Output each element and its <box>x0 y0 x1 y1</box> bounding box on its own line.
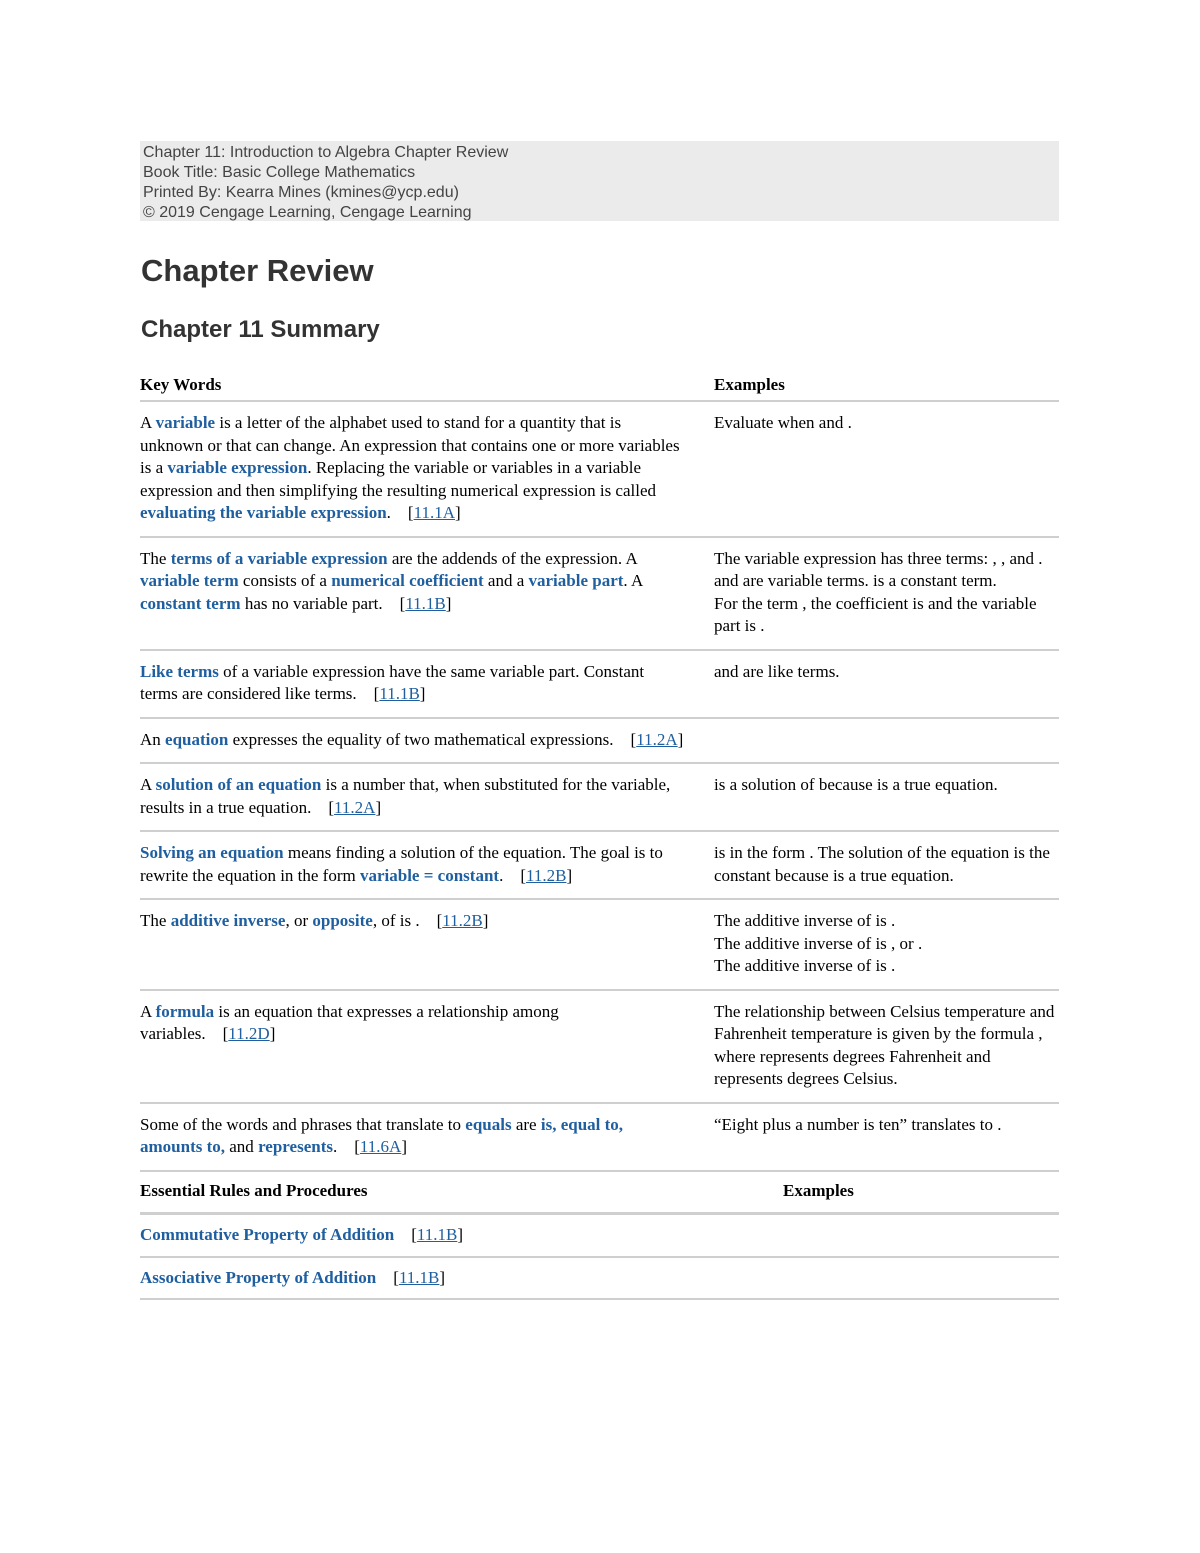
body-text: ] <box>457 1225 464 1244</box>
body-text: . Replacing the variable or variables in a variable expression and then simplifying the resulting numerical expression is called <box>140 458 657 500</box>
section-reference-link[interactable]: 11.2B <box>525 865 567 885</box>
key-word-cell <box>140 651 714 717</box>
rules-examples-header: Examples <box>783 1180 854 1200</box>
key-term: equals <box>465 1114 512 1134</box>
header-chapter-line: Chapter 11: Introduction to Algebra Chapter Review <box>143 144 509 161</box>
body-text: ] <box>482 911 489 930</box>
rule-row <box>140 1215 1059 1258</box>
body-text: ] <box>677 729 684 749</box>
section-reference-link[interactable]: 11.1A <box>413 503 455 522</box>
body-text: expresses the equality of two mathematical expressions. [ <box>228 729 637 749</box>
example-cell <box>714 719 1059 763</box>
rule-row <box>140 1258 1059 1301</box>
table-row <box>140 832 1059 900</box>
body-text: is a letter of the alphabet used to stand for a quantity that is unknown or that can change. An expression that contains one or more variables is a <box>140 413 680 477</box>
body-text: are <box>511 1114 541 1134</box>
key-word-cell <box>140 402 714 536</box>
key-term: represents <box>258 1137 333 1156</box>
key-words-table <box>140 374 1059 1300</box>
body-text: An <box>140 729 166 749</box>
body-text: are the addends of the expression. A <box>387 548 637 568</box>
body-text: [ <box>376 1267 399 1287</box>
section-reference-link[interactable]: 11.1B <box>416 1225 458 1244</box>
key-term: variable <box>155 413 216 432</box>
header-copyright: © 2019 Cengage Learning, Cengage Learning <box>143 204 472 221</box>
body-text: . [ <box>332 1137 360 1156</box>
body-text: . A <box>623 571 643 590</box>
key-term: Solving an equation <box>140 843 284 862</box>
body-text: . [ <box>386 503 414 522</box>
section-title: Chapter 11 Summary <box>141 316 380 343</box>
body-text: . [ <box>499 865 526 885</box>
section-reference-link[interactable]: 11.2B <box>442 911 483 930</box>
example-cell: The additive inverse of is . The additive inverse of is , or . The additive inverse of is . <box>714 911 923 975</box>
document-page <box>140 141 1059 1300</box>
header-printed-by: Printed By: Kearra Mines (kmines@ycp.edu) <box>143 184 459 201</box>
rule-name: Commutative Property of Addition <box>140 1225 395 1244</box>
key-term: variable = constant <box>359 865 500 885</box>
section-reference-link[interactable]: 11.2D <box>228 1024 270 1043</box>
body-text: The <box>140 548 171 568</box>
body-text: and a <box>483 571 529 590</box>
body-text: , or <box>285 911 313 930</box>
body-text: ] <box>269 1024 276 1043</box>
key-term: terms of a variable expression <box>170 548 388 568</box>
body-text: and <box>225 1137 259 1156</box>
key-words-header: Key Words <box>140 375 222 394</box>
body-text: of a variable expression have the same variable part. Constant terms are considered like terms. [ <box>140 661 645 703</box>
example-cell: The variable expression has three terms: , , and . and are variable terms. is a constant term. For the term , the coefficient is and the variable part is . <box>714 548 1043 635</box>
table-header-row <box>140 374 1059 402</box>
key-word-cell <box>140 538 714 649</box>
table-row <box>140 764 1059 832</box>
key-term: evaluating the variable expression <box>140 503 387 522</box>
page-title: Chapter Review <box>141 253 374 288</box>
key-term: variable term <box>140 571 239 590</box>
rule-name: Associative Property of Addition <box>140 1267 377 1287</box>
table-row <box>140 402 1059 538</box>
rules-header-row <box>140 1172 1059 1216</box>
key-term: numerical coefficient <box>331 571 484 590</box>
key-term: is, equal to, amounts to, <box>140 1114 624 1156</box>
body-text: ] <box>455 503 461 522</box>
body-text: ] <box>445 593 452 613</box>
table-body <box>140 402 1059 1172</box>
body-text: has no variable part. [ <box>240 593 406 613</box>
table-row <box>140 1104 1059 1172</box>
table-row <box>140 538 1059 651</box>
body-text: consists of a <box>238 571 332 590</box>
section-reference-link[interactable]: 11.1B <box>405 593 446 613</box>
example-cell: is a solution of because is a true equation. <box>714 775 998 794</box>
example-cell: The relationship between Celsius temperature and Fahrenheit temperature is given by the formula , where represents degrees Fahrenheit and represents degrees Celsius. <box>714 1001 1055 1088</box>
example-cell: is in the form . The solution of the equation is the constant because is a true equation. <box>714 843 1050 885</box>
body-text: [ <box>394 1225 417 1244</box>
key-term: solution of an equation <box>155 775 322 794</box>
key-term: equation <box>165 729 229 749</box>
body-text: ] <box>439 1267 446 1287</box>
example-cell: Evaluate when and . <box>714 413 852 432</box>
section-reference-link[interactable]: 11.2A <box>334 797 376 817</box>
body-text: A <box>140 413 156 432</box>
example-cell: and are like terms. <box>714 661 840 681</box>
key-word-cell <box>140 719 714 763</box>
table-row <box>140 991 1059 1104</box>
table-row <box>140 900 1059 991</box>
key-word-cell <box>140 991 714 1102</box>
key-term: additive inverse <box>170 911 286 930</box>
body-text: ] <box>419 684 426 703</box>
key-word-cell <box>140 900 714 989</box>
key-term: Like terms <box>140 661 219 681</box>
body-text: is a number that, when substituted for the variable, results in a true equation. [ <box>140 775 671 817</box>
section-reference-link[interactable]: 11.1B <box>379 684 420 703</box>
body-text: ] <box>566 865 573 885</box>
header-book-title: Book Title: Basic College Mathematics <box>143 164 416 181</box>
rules-body <box>140 1215 1059 1300</box>
body-text: A <box>140 775 156 794</box>
rules-header: Essential Rules and Procedures <box>140 1180 368 1200</box>
body-text: means finding a solution of the equation. The goal is to rewrite the equation in the form <box>140 843 663 885</box>
table-row <box>140 651 1059 719</box>
key-term: opposite <box>312 911 373 930</box>
print-header <box>140 141 1059 221</box>
body-text: Some of the words and phrases that translate to <box>140 1114 466 1134</box>
key-word-cell <box>140 764 714 830</box>
key-term: variable expression <box>167 458 308 477</box>
section-reference-link[interactable]: 11.6A <box>359 1137 402 1156</box>
key-term: formula <box>155 1001 215 1021</box>
body-text: The <box>140 911 171 930</box>
section-reference-link[interactable]: 11.1B <box>398 1267 440 1287</box>
example-cell: “Eight plus a number is ten” translates to . <box>714 1114 1002 1134</box>
examples-header: Examples <box>714 375 785 394</box>
body-text: A <box>140 1001 156 1021</box>
key-term: variable part <box>528 571 624 590</box>
body-text: is an equation that expresses a relationship among variables. [ <box>140 1001 559 1043</box>
section-reference-link[interactable]: 11.2A <box>636 729 678 749</box>
body-text: ] <box>401 1137 407 1156</box>
table-row <box>140 719 1059 765</box>
body-text: , of is . [ <box>372 911 443 930</box>
body-text: ] <box>375 797 382 817</box>
key-word-cell <box>140 832 714 898</box>
key-word-cell <box>140 1104 714 1170</box>
key-term: constant term <box>140 593 241 613</box>
